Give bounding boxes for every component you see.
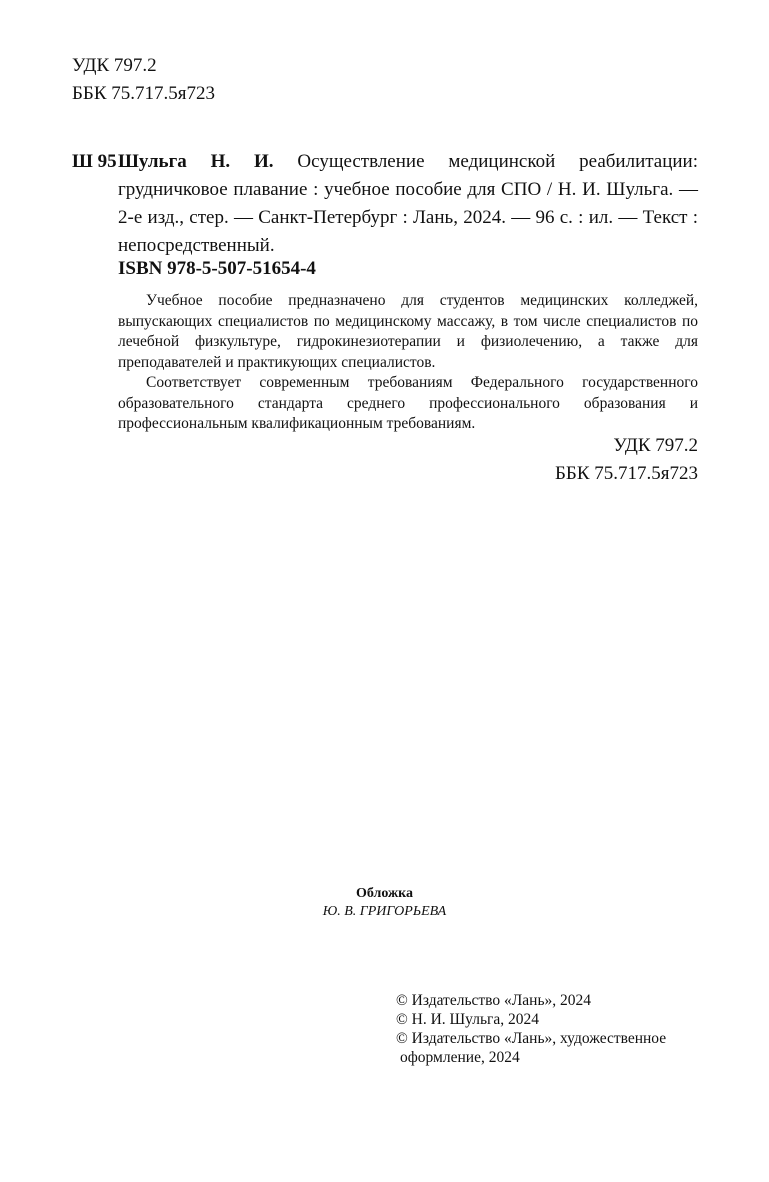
- credit-role: Обложка: [355, 886, 414, 901]
- udk-code: УДК 797.2: [72, 55, 157, 76]
- copyright-line: оформление, 2024: [400, 1049, 520, 1066]
- isbn: ISBN 978-5-507-51654-4: [118, 258, 316, 279]
- classification-top: [72, 52, 215, 108]
- bibliographic-description: Осуществление медицинской реабилитации: грудничковое плавание : учебное пособие для СПО / Н. И. Шульга. — 2-е изд., стер. — Санкт-Петербург : Лань, 2024. — 96 с. : ил. — Текст : непосредственный.: [118, 151, 698, 256]
- credit-person: Ю. В. ГРИГОРЬЕВА: [322, 904, 447, 919]
- bibliographic-entry: [72, 148, 698, 260]
- copyright-line: © Н. И. Шульга, 2024: [396, 1011, 540, 1028]
- annotation: [118, 291, 698, 435]
- copyright-line: © Издательство «Лань», художественное: [396, 1030, 667, 1047]
- author-mark: Ш 95: [72, 151, 117, 172]
- copyright-block: [396, 991, 666, 1067]
- copyright-line: © Издательство «Лань», 2024: [396, 992, 592, 1009]
- cover-credits: [0, 885, 769, 921]
- bbk-code: ББК 75.717.5я723: [72, 83, 215, 104]
- classification-bottom: [555, 432, 698, 488]
- bibliographic-description-block: [118, 148, 698, 260]
- udk-code: УДК 797.2: [613, 435, 698, 456]
- annotation-paragraph: Учебное пособие предназначено для студентов медицинских колледжей, выпускающих специалистов по медицинскому массажу, в том числе специалистов по лечебной физкультуре, гидрокинезиотерапии и физиолечению, а также для преподавателей и практикующих специалистов.: [118, 292, 698, 371]
- annotation-paragraph: Соответствует современным требованиям Федерального государственного образовательного стандарта среднего профессионального образования и профессиональным квалификационным требованиям.: [118, 374, 698, 432]
- bbk-code: ББК 75.717.5я723: [555, 463, 698, 484]
- author-name: Шульга Н. И.: [118, 151, 274, 172]
